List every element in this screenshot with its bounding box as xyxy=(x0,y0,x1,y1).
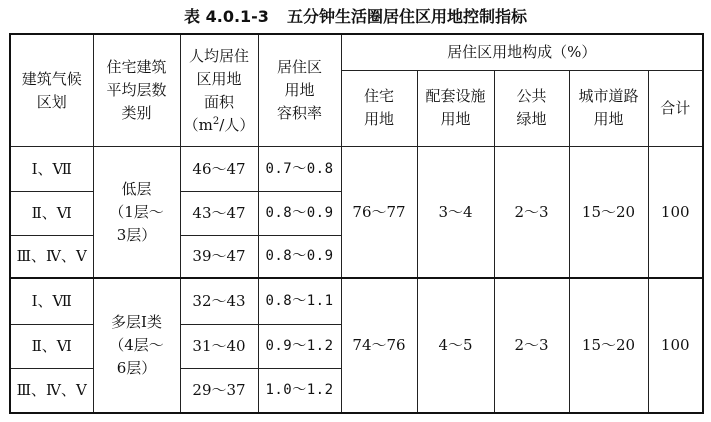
header-per-capita-unit xyxy=(184,116,255,134)
header-road: 城市道路 用地 xyxy=(569,70,648,146)
cell-zone: Ⅰ、Ⅶ xyxy=(10,278,93,324)
header-facilities: 配套设施 用地 xyxy=(417,70,494,146)
cell-green: 2～3 xyxy=(494,278,569,413)
cell-facilities: 4～5 xyxy=(417,278,494,413)
cell-road: 15～20 xyxy=(569,278,648,413)
cell-area: 29～37 xyxy=(180,369,258,413)
table-row xyxy=(10,278,703,324)
header-per-capita-text: 人均居住 区用地 面积 xyxy=(188,46,249,111)
unit-superscript: 2 xyxy=(212,115,220,127)
unit-open: （m xyxy=(183,115,213,134)
cell-far: 0.7～0.8 xyxy=(258,147,341,192)
cell-green: 2～3 xyxy=(494,147,569,279)
header-far: 居住区 用地 容积率 xyxy=(258,34,341,147)
cell-far: 1.0～1.2 xyxy=(258,369,341,413)
table-number: 表 4.0.1-3 xyxy=(184,7,269,26)
header-climate-zone: 建筑气候 区划 xyxy=(10,34,93,147)
header-residential: 住宅 用地 xyxy=(341,70,417,146)
cell-zone: Ⅲ、Ⅳ、Ⅴ xyxy=(10,235,93,278)
table-title-text: 五分钟生活圈居住区用地控制指标 xyxy=(286,7,527,26)
header-floor-category: 住宅建筑 平均层数 类别 xyxy=(93,34,180,147)
header-total: 合计 xyxy=(648,70,703,146)
unit-close: /人） xyxy=(219,115,255,134)
cell-floor-category: 多层Ⅰ类 （4层～ 6层） xyxy=(93,278,180,413)
cell-zone: Ⅲ、Ⅳ、Ⅴ xyxy=(10,369,93,413)
cell-zone: Ⅱ、Ⅵ xyxy=(10,192,93,235)
cell-floor-category: 低层 （1层～ 3层） xyxy=(93,147,180,279)
cell-total: 100 xyxy=(648,278,703,413)
cell-facilities: 3～4 xyxy=(417,147,494,279)
cell-zone: Ⅰ、Ⅶ xyxy=(10,147,93,192)
cell-area: 31～40 xyxy=(180,324,258,368)
table-title xyxy=(0,4,711,30)
header-composition: 居住区用地构成（%） xyxy=(341,34,703,70)
cell-area: 43～47 xyxy=(180,192,258,235)
cell-far: 0.9～1.2 xyxy=(258,324,341,368)
cell-far: 0.8～0.9 xyxy=(258,192,341,235)
header-per-capita-area xyxy=(180,34,258,147)
cell-total: 100 xyxy=(648,147,703,279)
cell-residential: 76～77 xyxy=(341,147,417,279)
table-row xyxy=(10,147,703,192)
cell-residential: 74～76 xyxy=(341,278,417,413)
cell-area: 39～47 xyxy=(180,235,258,278)
cell-road: 15～20 xyxy=(569,147,648,279)
cell-far: 0.8～0.9 xyxy=(258,235,341,278)
cell-zone: Ⅱ、Ⅵ xyxy=(10,324,93,368)
cell-area: 46～47 xyxy=(180,147,258,192)
cell-area: 32～43 xyxy=(180,278,258,324)
land-use-control-table xyxy=(9,33,704,414)
header-green: 公共 绿地 xyxy=(494,70,569,146)
cell-far: 0.8～1.1 xyxy=(258,278,341,324)
